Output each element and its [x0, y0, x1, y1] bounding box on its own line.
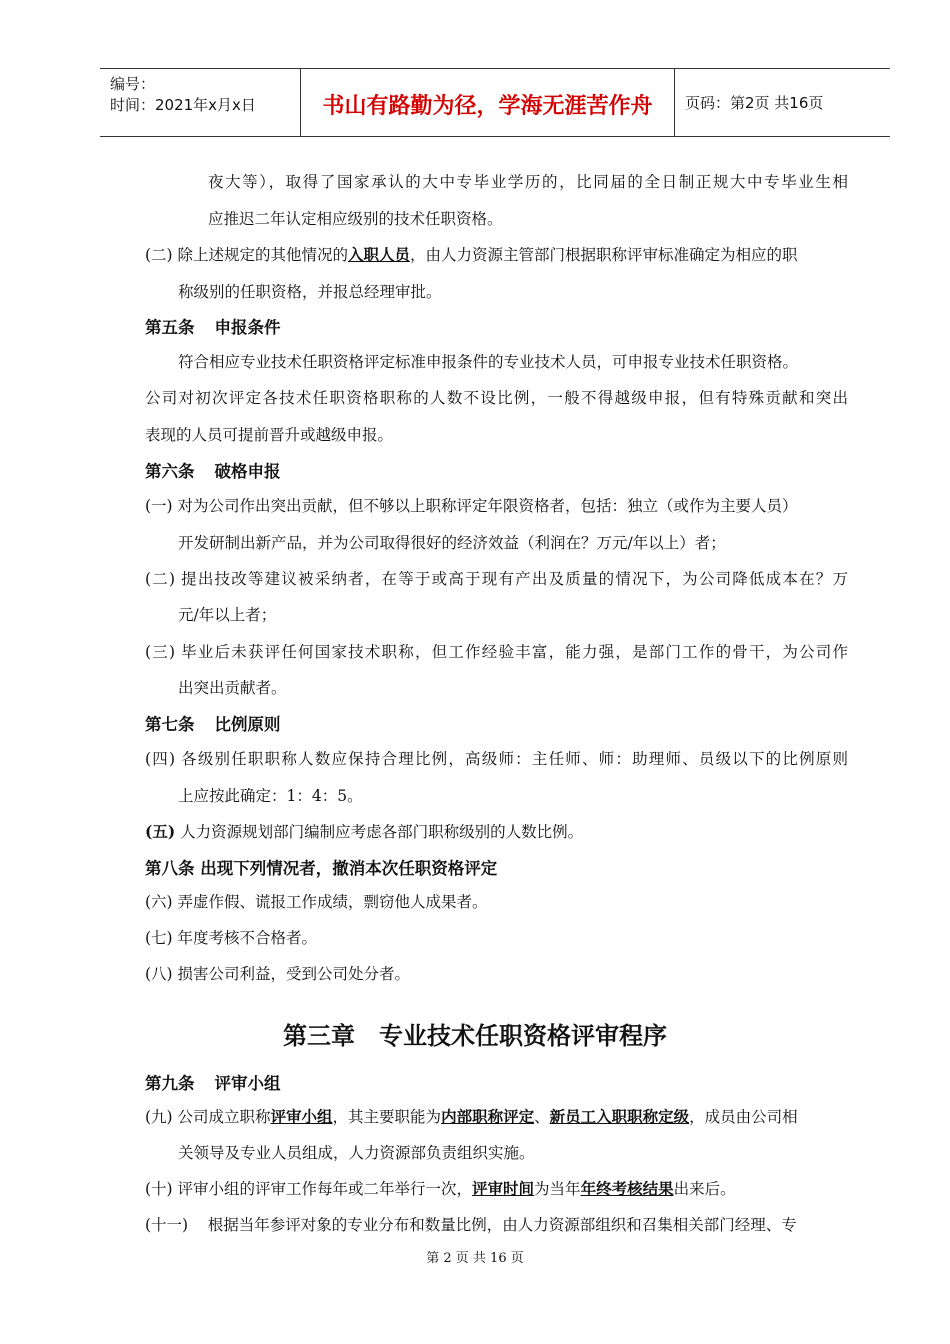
paragraph-line: 元/年以上者；	[178, 606, 277, 624]
paragraph-line: 出突出贡献者。	[178, 679, 287, 697]
header-page-info: 页码：第2页 共16页	[685, 94, 824, 112]
article-7-heading: 第七条 比例原则	[145, 715, 281, 734]
clause-2-line: (二) 提出技改等建议被采纳者，在等于或高于现有产出及质量的情况下，为公司降低成本在？万	[145, 570, 848, 588]
underlined-term: 评审时间	[472, 1179, 535, 1198]
clause-9-line: (九) 公司成立职称评审小组，其主要职能为内部职称评定、新员工入职职称定级，成员由公司相	[145, 1107, 798, 1126]
header-meta-cell	[100, 69, 301, 136]
clause-10-line: (十) 评审小组的评审工作每年或二年举行一次，评审时间为当年年终考核结果出来后。	[145, 1179, 736, 1198]
clause-5-line: (五) 人力资源规划部门编制应考虑各部门职称级别的人数比例。	[145, 822, 584, 841]
underlined-term: 评审小组	[270, 1107, 333, 1126]
paragraph-line: 开发研制出新产品，并为公司取得很好的经济效益（利润在？万元/年以上）者；	[178, 534, 726, 552]
paragraph-line: 应推迟二年认定相应级别的技术任职资格。	[208, 210, 503, 228]
document-date-label: 时间：2021年x月x日	[110, 96, 256, 114]
clause-6-line: (六) 弄虚作假、谎报工作成绩，剽窃他人成果者。	[145, 893, 488, 911]
clause-7-line: (七) 年度考核不合格者。	[145, 929, 318, 947]
paragraph-line: 符合相应专业技术任职资格评定标准申报条件的专业技术人员，可申报专业技术任职资格。	[178, 353, 799, 371]
page-footer: 第 2 页 共 16 页	[426, 1251, 524, 1266]
clause-1-line: (一) 对为公司作出突出贡献，但不够以上职称评定年限资格者，包括：独立（或作为主要人员）	[145, 497, 798, 515]
clause-8-line: (八) 损害公司利益，受到公司处分者。	[145, 965, 411, 983]
clause-11-line: (十一) 根据当年参评对象的专业分布和数量比例，由人力资源部组织和召集相关部门经理、专	[145, 1216, 797, 1234]
clause-2-line: (二) 除上述规定的其他情况的入职人员，由人力资源主管部门根据职称评审标准确定为相应的职	[145, 245, 798, 264]
page-header	[100, 68, 890, 137]
underlined-term: 新员工入职职称定级	[549, 1107, 690, 1126]
chapter-title: 第三章 专业技术任职资格评审程序	[283, 1022, 667, 1050]
header-page-cell	[675, 69, 890, 136]
paragraph-line: 夜大等），取得了国家承认的大中专毕业学历的，比同届的全日制正规大中专毕业生相	[208, 173, 848, 191]
header-slogan: 书山有路勤为径，学海无涯苦作舟	[322, 94, 653, 119]
paragraph-line: 称级别的任职资格，并报总经理审批。	[178, 283, 442, 301]
paragraph-line: 关领导及专业人员组成，人力资源部负责组织实施。	[178, 1144, 535, 1162]
paragraph-line: 表现的人员可提前晋升或越级申报。	[145, 426, 394, 444]
clause-4-line: (四) 各级别任职职称人数应保持合理比例，高级师：主任师、师：助理师、员级以下的比例原则	[145, 750, 848, 768]
underlined-term: 入职人员	[348, 245, 411, 264]
underlined-term: 年终考核结果	[580, 1179, 674, 1198]
clause-3-line: (三) 毕业后未获评任何国家技术职称，但工作经验丰富，能力强，是部门工作的骨干，为公司作	[145, 643, 848, 661]
header-slogan-cell	[301, 69, 675, 136]
paragraph-line: 公司对初次评定各技术任职资格职称的人数不设比例，一般不得越级申报，但有特殊贡献和突出	[145, 389, 848, 407]
underlined-term: 内部职称评定	[441, 1107, 535, 1126]
document-number-label: 编号：	[110, 75, 156, 93]
article-8-heading: 第八条 出现下列情况者，撤消本次任职资格评定	[145, 859, 498, 878]
paragraph-line: 上应按此确定：1：4：5。	[178, 787, 363, 805]
article-6-heading: 第六条 破格申报	[145, 462, 281, 481]
article-5-heading: 第五条 申报条件	[145, 318, 281, 337]
article-9-heading: 第九条 评审小组	[145, 1074, 281, 1093]
